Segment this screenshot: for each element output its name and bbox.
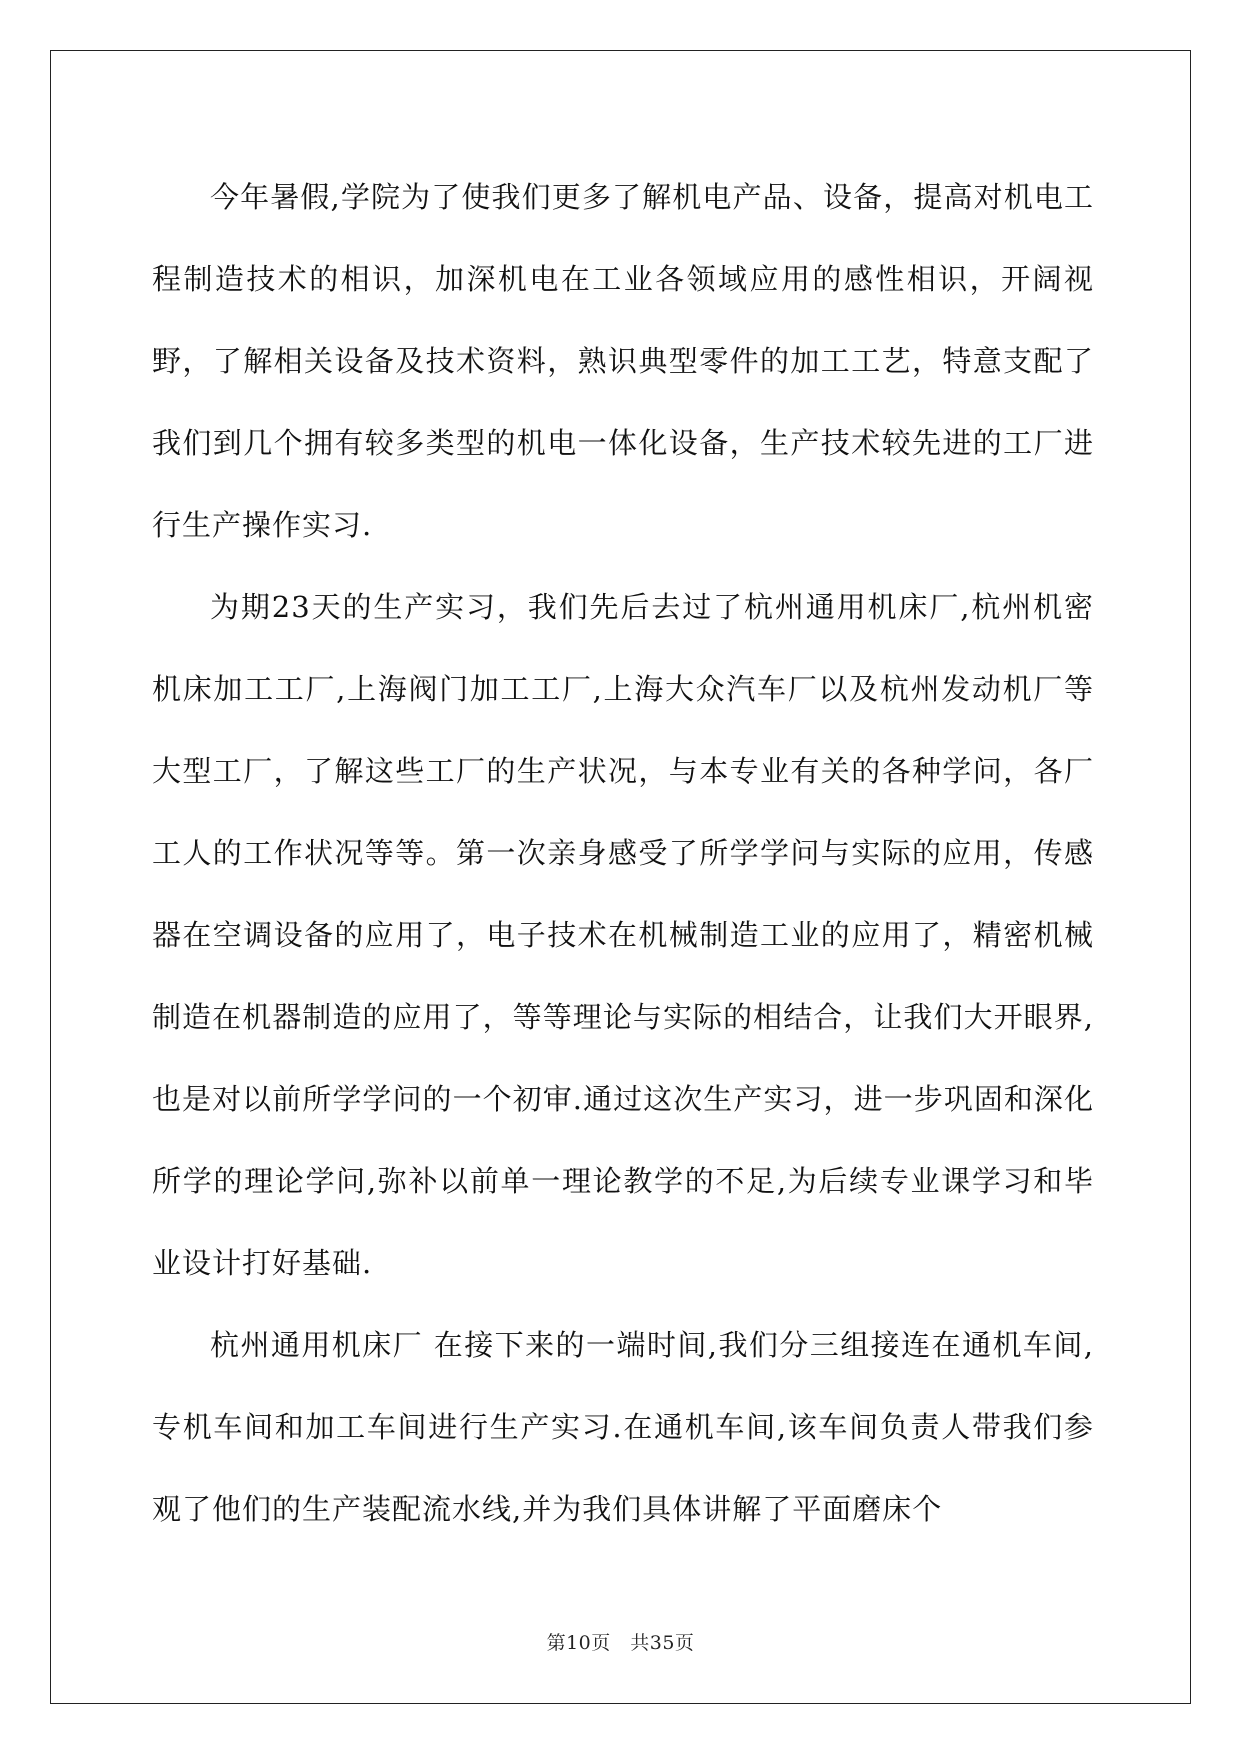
paragraph-1: 今年暑假,学院为了使我们更多了解机电产品、设备，提高对机电工程制造技术的相识，加深机电在工业各领域应用的感性相识，开阔视野，了解相关设备及技术资料，熟识典型零件的加工工艺，特意支配了我们到几个拥有较多类型的机电一体化设备，生产技术较先进的工厂进行生产操作实习. (152, 180, 1094, 542)
document-body (152, 156, 1094, 1550)
paragraph-3: 杭州通用机床厂 在接下来的一端时间,我们分三组接连在通机车间,专机车间和加工车间进行生产实习.在通机车间,该车间负责人带我们参观了他们的生产装配流水线,并为我们具体讲解了平面磨床个 (152, 1328, 1094, 1526)
paragraph-2: 为期23天的生产实习，我们先后去过了杭州通用机床厂,杭州机密机床加工工厂,上海阀门加工工厂,上海大众汽车厂以及杭州发动机厂等大型工厂，了解这些工厂的生产状况，与本专业有关的各种学问，各厂工人的工作状况等等。第一次亲身感受了所学学问与实际的应用，传感器在空调设备的应用了，电子技术在机械制造工业的应用了，精密机械制造在机器制造的应用了，等等理论与实际的相结合，让我们大开眼界,也是对以前所学学问的一个初审.通过这次生产实习，进一步巩固和深化所学的理论学问,弥补以前单一理论教学的不足,为后续专业课学习和毕业设计打好基础. (152, 590, 1094, 1280)
page-number-footer: 第10页 共35页 (546, 1632, 695, 1654)
